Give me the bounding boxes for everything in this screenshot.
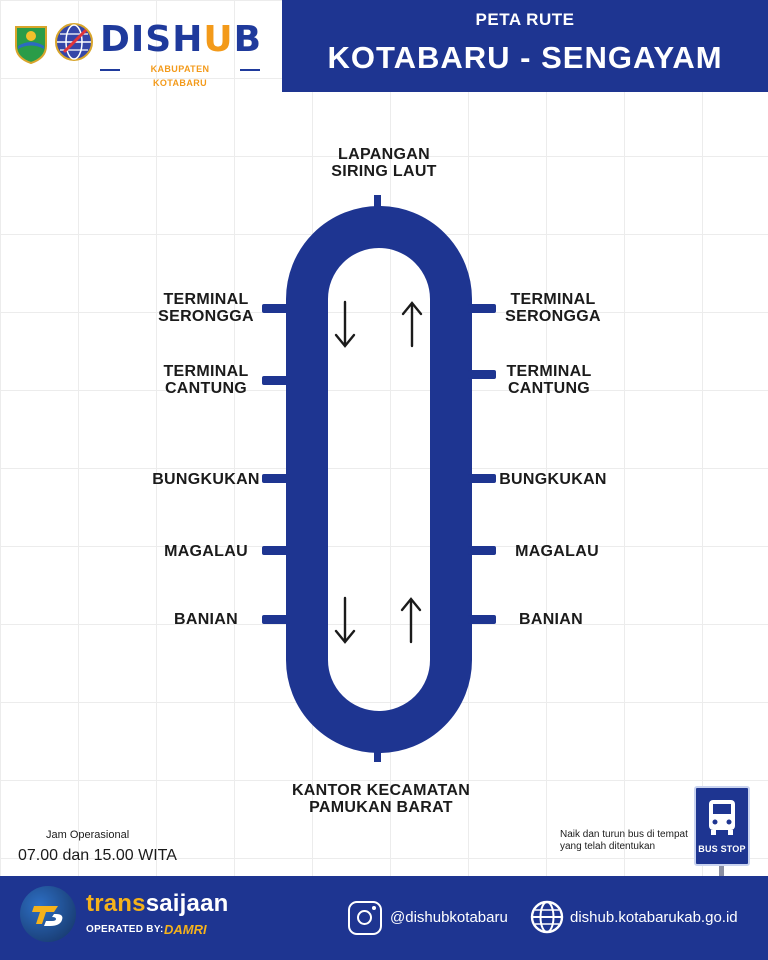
stop-label-left: BANIAN	[173, 611, 239, 628]
operating-hours-time: 07.00 dan 15.00 WITA	[18, 847, 177, 864]
brand-subtitle: KABUPATEN KOTABARU	[100, 62, 260, 76]
arrow-up-icon	[402, 599, 420, 642]
stop-marker-right	[468, 304, 496, 313]
bus-stop-note: Naik dan turun bus di tempat yang telah ditentukan	[560, 829, 688, 852]
bus-stop-sign	[694, 786, 750, 876]
stop-label-left: MAGALAU	[164, 543, 248, 560]
stop-label-right: TERMINAL CANTUNG	[506, 363, 592, 397]
bus-stop-pole	[719, 866, 724, 876]
operated-by-label: OPERATED BY:	[86, 924, 164, 935]
instagram-handle[interactable]: @dishubkotabaru	[390, 909, 508, 926]
stop-marker-left	[262, 304, 290, 313]
stop-label-left: TERMINAL SERONGGA	[158, 291, 254, 325]
stop-marker-left	[262, 376, 290, 385]
arrow-down-icon	[336, 302, 354, 346]
stop-marker-left	[262, 615, 290, 624]
globe-icon[interactable]	[530, 900, 564, 934]
stop-marker-right	[468, 615, 496, 624]
instagram-icon[interactable]	[348, 901, 382, 935]
bus-icon	[696, 792, 748, 844]
stop-label-left: BUNGKUKAN	[152, 471, 260, 488]
route-loop	[307, 227, 451, 732]
stop-marker-right	[468, 546, 496, 555]
bus-stop-label: BUS STOP	[698, 844, 746, 854]
transsaijaan-brand: transsaijaan	[86, 890, 229, 917]
stop-marker-right	[468, 370, 496, 379]
stop-label-top: LAPANGAN SIRING LAUT	[331, 146, 437, 180]
arrow-down-icon	[336, 598, 354, 642]
stop-label-right: MAGALAU	[515, 543, 599, 560]
footer-bar	[0, 876, 768, 960]
operator-name: DAMRI	[164, 922, 207, 937]
website-link[interactable]: dishub.kotabarukab.go.id	[570, 909, 738, 926]
stop-label-right: BUNGKUKAN	[499, 471, 607, 488]
stop-label-right: BANIAN	[518, 611, 584, 628]
stop-marker-right	[468, 474, 496, 483]
route-title: KOTABARU - SENGAYAM	[327, 40, 723, 75]
operating-hours-title: Jam Operasional	[46, 829, 130, 841]
stop-label-right: TERMINAL SERONGGA	[505, 291, 601, 325]
brand-name: DISHUB	[100, 19, 263, 60]
header-subtitle: PETA RUTE	[475, 10, 575, 29]
arrow-up-icon	[403, 303, 421, 346]
stop-marker-left	[262, 474, 290, 483]
stop-label-left: TERMINAL CANTUNG	[163, 363, 249, 397]
transsaijaan-logo-icon	[20, 886, 76, 942]
stop-marker-left	[262, 546, 290, 555]
stop-label-bottom: KANTOR KECAMATAN PAMUKAN BARAT	[291, 782, 471, 816]
